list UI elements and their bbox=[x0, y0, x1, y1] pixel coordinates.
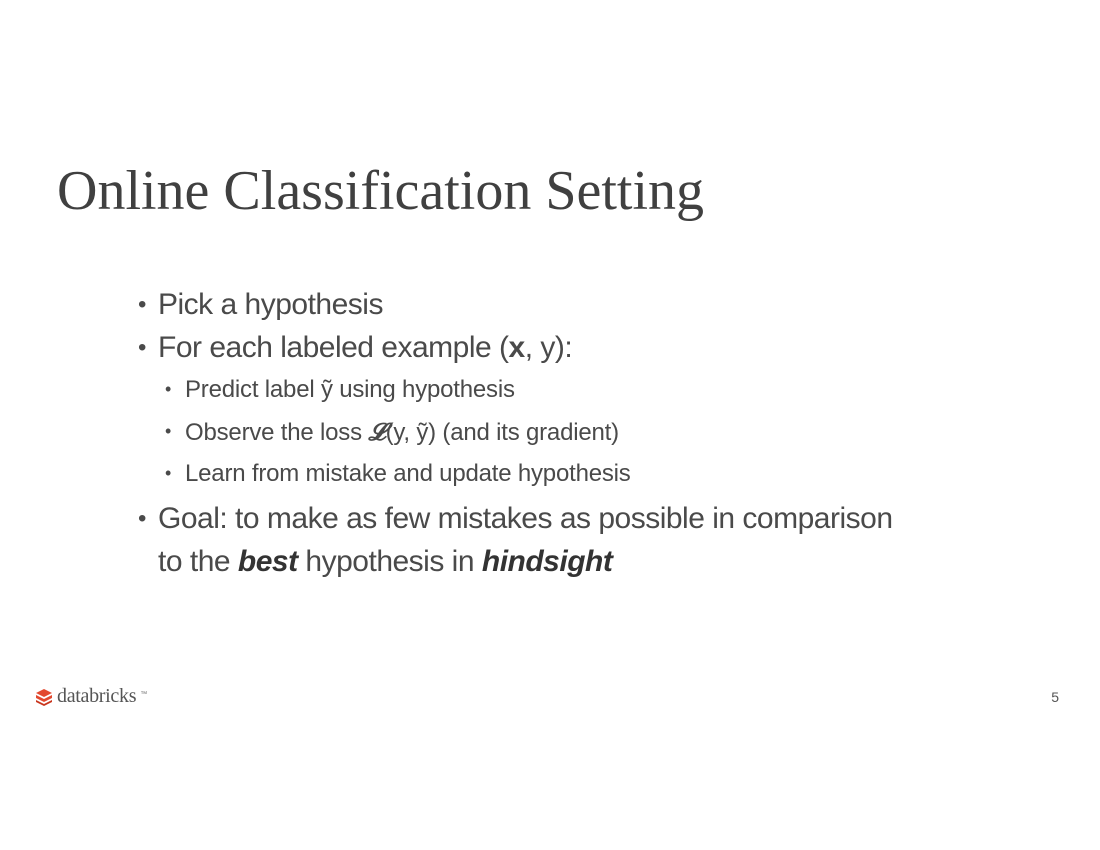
x-variable: x bbox=[508, 331, 525, 364]
goal-best: best bbox=[237, 544, 298, 578]
slide-title: Online Classification Setting bbox=[57, 160, 705, 222]
bullet-for-each-example bbox=[138, 326, 898, 369]
sub-bullet-list bbox=[138, 369, 898, 495]
goal-part2: hypothesis in bbox=[297, 544, 482, 578]
logo-trademark: ™ bbox=[140, 691, 148, 698]
sub-bullet-predict: • Predict label ỹ using hypothesis bbox=[165, 369, 898, 411]
sub-bullet-observe-loss bbox=[165, 411, 898, 454]
goal-part1: Goal: to make as few mistakes as possible in comparison to the bbox=[158, 501, 893, 578]
sub-bullet-group bbox=[138, 369, 898, 495]
databricks-logo-icon bbox=[35, 688, 53, 706]
loss-symbol: 𝓛 bbox=[368, 416, 386, 446]
page-number: 5 bbox=[1051, 689, 1059, 705]
for-each-prefix: For each labeled example ( bbox=[158, 331, 509, 364]
databricks-logo bbox=[35, 685, 147, 708]
observe-suffix: (y, ỹ) (and its gradient) bbox=[385, 418, 619, 446]
goal-hindsight: hindsight bbox=[481, 544, 613, 578]
bullet-goal bbox=[138, 497, 898, 583]
bullet-list bbox=[138, 283, 898, 583]
sub-bullet-learn: • Learn from mistake and update hypothesis bbox=[165, 453, 898, 495]
for-each-suffix: , y): bbox=[524, 331, 573, 364]
logo-wordmark: databricks bbox=[57, 685, 137, 707]
bullet-pick-hypothesis: • Pick a hypothesis bbox=[138, 283, 898, 326]
observe-prefix: Observe the loss bbox=[185, 418, 369, 446]
